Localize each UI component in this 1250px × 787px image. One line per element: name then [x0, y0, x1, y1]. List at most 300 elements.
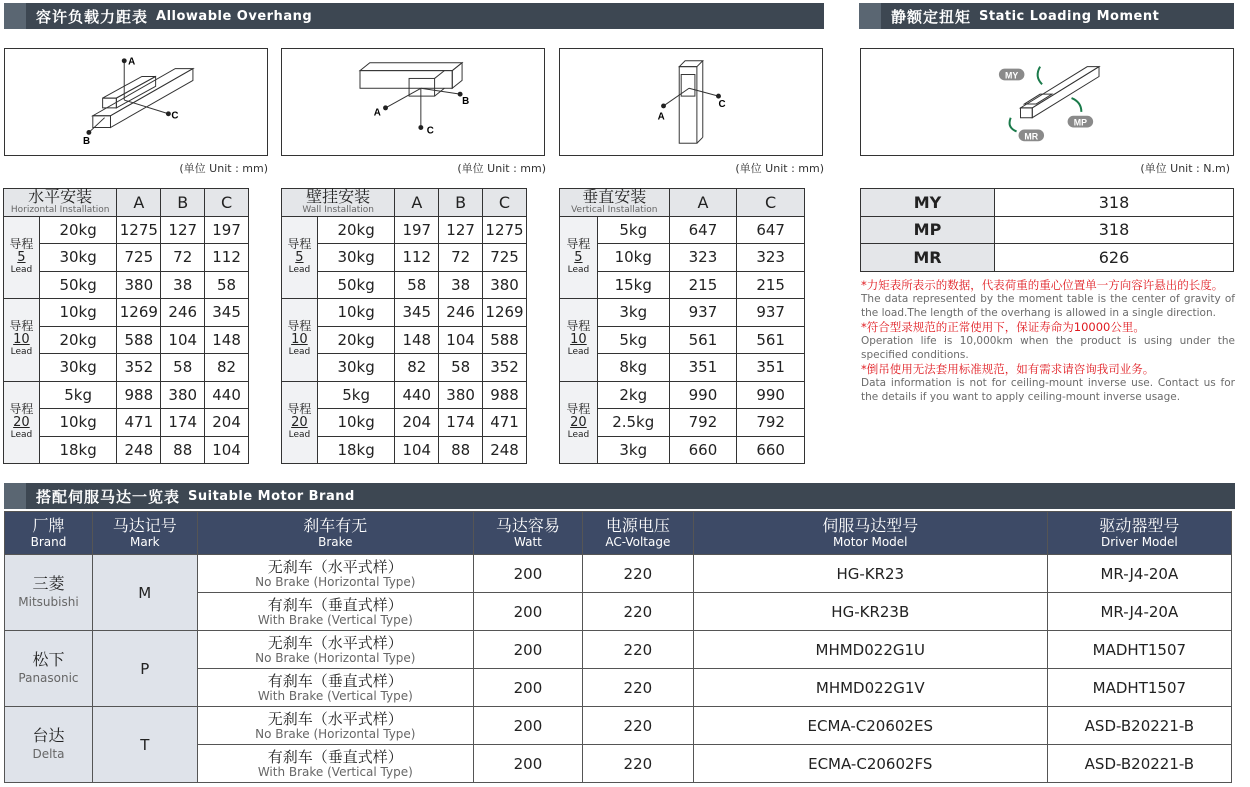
table-row — [4, 409, 249, 437]
vertical-installation-figure — [559, 48, 823, 156]
lead-value: 5 — [17, 249, 26, 265]
value-cell: 58 — [161, 354, 205, 382]
value-cell: 148 — [205, 326, 249, 354]
value-cell: 588 — [117, 326, 161, 354]
moment-title-cn: 静额定扭矩 — [891, 7, 972, 26]
value-cell: 588 — [483, 326, 527, 354]
header-accent — [4, 3, 26, 29]
value-cell: 197 — [395, 216, 439, 244]
header-cn: 厂牌 — [32, 515, 65, 535]
voltage-cell: 220 — [582, 745, 693, 783]
header-en: Mark — [129, 534, 160, 549]
load-cell: 18kg — [317, 436, 395, 464]
moment-label: MY — [861, 189, 995, 217]
brand-name-en: Delta — [32, 746, 65, 761]
value-cell: 148 — [395, 326, 439, 354]
table-row — [4, 436, 249, 464]
brand-cell — [5, 631, 93, 707]
lead-cell — [282, 216, 318, 299]
brake-en: No Brake (Horizontal Type) — [255, 574, 416, 589]
value-cell: 204 — [395, 409, 439, 437]
value-cell: 937 — [737, 299, 805, 327]
brake-en: No Brake (Horizontal Type) — [255, 726, 416, 741]
value-cell: 351 — [737, 354, 805, 382]
value-cell: 88 — [439, 436, 483, 464]
table-row — [4, 299, 249, 327]
fig-label-a: A — [128, 56, 136, 68]
lead-value: 5 — [295, 249, 304, 265]
installation-title-en: Horizontal Installation — [10, 205, 110, 216]
load-cell: 3kg — [597, 436, 669, 464]
motor-column-header — [5, 512, 93, 555]
load-cell: 8kg — [597, 354, 669, 382]
load-cell: 50kg — [39, 271, 117, 299]
motor-column-header — [197, 512, 473, 555]
value-cell: 561 — [669, 326, 737, 354]
header-accent — [4, 483, 26, 509]
brake-cn: 无刹车（水平式样） — [267, 557, 403, 576]
lead-value: 10 — [13, 332, 30, 348]
table-row — [282, 216, 527, 244]
note-en: The data represented by the moment table is the center of gravity of the load.The length of the overhang is allowed in a single direction. — [861, 293, 1235, 319]
table-row — [4, 216, 249, 244]
brake-cn: 无刹车（水平式样） — [267, 633, 403, 652]
value-cell: 990 — [669, 381, 737, 409]
motor-model-cell: MHMD022G1U — [693, 631, 1047, 669]
table-row — [282, 244, 527, 272]
value-cell: 345 — [395, 299, 439, 327]
motor-title-en: Suitable Motor Brand — [188, 488, 355, 504]
table-row — [560, 299, 805, 327]
lead-label-en: Lead — [288, 429, 311, 440]
table-row — [4, 381, 249, 409]
fig-label-a: A — [657, 111, 665, 123]
value-cell: 323 — [737, 244, 805, 272]
moment-value: 318 — [995, 189, 1234, 217]
lead-label-cn: 导程 — [9, 319, 34, 334]
value-cell: 351 — [669, 354, 737, 382]
value-cell: 246 — [439, 299, 483, 327]
load-cell: 30kg — [317, 244, 395, 272]
driver-model-cell: MR-J4-20A — [1047, 593, 1231, 631]
lead-value: 5 — [574, 249, 583, 265]
value-cell: 88 — [161, 436, 205, 464]
column-header: B — [439, 189, 483, 217]
value-cell: 988 — [483, 381, 527, 409]
lead-cell — [4, 216, 40, 299]
lead-label-en: Lead — [567, 429, 590, 440]
table-row — [282, 326, 527, 354]
value-cell: 990 — [737, 381, 805, 409]
lead-value: 20 — [291, 414, 308, 430]
voltage-cell: 220 — [582, 631, 693, 669]
brand-name-cn: 松下 — [32, 649, 65, 669]
notes — [861, 278, 1235, 404]
value-cell: 204 — [205, 409, 249, 437]
wall-installation-figure — [281, 48, 545, 156]
note-cn: *倒吊使用无法套用标准规范，如有需求请咨询我司业务。 — [861, 362, 1155, 376]
motor-column-header — [474, 512, 583, 555]
table-header-row — [560, 189, 805, 217]
load-cell: 3kg — [597, 299, 669, 327]
column-header: A — [117, 189, 161, 217]
header-en: Brake — [318, 534, 353, 549]
load-cell: 20kg — [317, 216, 395, 244]
value-cell: 38 — [161, 271, 205, 299]
lead-label-cn: 导程 — [566, 236, 591, 251]
value-cell: 345 — [205, 299, 249, 327]
lead-label-en: Lead — [567, 264, 590, 275]
fig-label-mp: MP — [1073, 117, 1087, 128]
lead-label-cn: 导程 — [287, 236, 312, 251]
lead-label-cn: 导程 — [566, 401, 591, 416]
value-cell: 58 — [395, 271, 439, 299]
fig-label-c: C — [171, 110, 179, 122]
load-cell: 15kg — [597, 271, 669, 299]
load-cell: 10kg — [317, 299, 395, 327]
load-cell: 5kg — [317, 381, 395, 409]
brake-cell — [197, 707, 473, 745]
brand-name-cn: 台达 — [32, 725, 65, 745]
column-header: B — [161, 189, 205, 217]
brand-cell — [5, 707, 93, 783]
voltage-cell: 220 — [582, 707, 693, 745]
value-cell: 127 — [161, 216, 205, 244]
brand-cell — [5, 555, 93, 631]
lead-label-en: Lead — [288, 264, 311, 275]
brake-en: With Brake (Vertical Type) — [257, 612, 413, 627]
motor-model-cell: MHMD022G1V — [693, 669, 1047, 707]
wall-installation-table — [281, 188, 527, 464]
driver-model-cell: MADHT1507 — [1047, 631, 1231, 669]
value-cell: 725 — [483, 244, 527, 272]
moment-figure — [860, 48, 1234, 156]
value-cell: 1275 — [483, 216, 527, 244]
value-cell: 725 — [117, 244, 161, 272]
value-cell: 112 — [395, 244, 439, 272]
installation-title-cell — [4, 189, 117, 217]
value-cell: 647 — [737, 216, 805, 244]
moment-title-en: Static Loading Moment — [979, 8, 1160, 24]
value-cell: 1275 — [117, 216, 161, 244]
value-cell: 38 — [439, 271, 483, 299]
note-cn: *力矩表所表示的数据，代表荷重的重心位置单一方向容许悬出的长度。 — [861, 278, 1224, 292]
value-cell: 248 — [117, 436, 161, 464]
motor-model-cell: ECMA-C20602FS — [693, 745, 1047, 783]
value-cell: 647 — [669, 216, 737, 244]
brake-cell — [197, 555, 473, 593]
value-cell: 660 — [737, 436, 805, 464]
value-cell: 215 — [737, 271, 805, 299]
mark-cell: P — [92, 631, 197, 707]
watt-cell: 200 — [474, 631, 583, 669]
value-cell: 1269 — [483, 299, 527, 327]
value-cell: 471 — [483, 409, 527, 437]
table-header-row — [4, 189, 249, 217]
motor-table — [4, 511, 1232, 783]
header-cn: 马达容易 — [495, 515, 560, 535]
installation-title-cell — [282, 189, 395, 217]
moment-row — [861, 216, 1234, 244]
value-cell: 248 — [483, 436, 527, 464]
value-cell: 440 — [395, 381, 439, 409]
driver-model-cell: ASD-B20221-B — [1047, 745, 1231, 783]
lead-label-cn: 导程 — [287, 401, 312, 416]
driver-model-cell: MADHT1507 — [1047, 669, 1231, 707]
value-cell: 323 — [669, 244, 737, 272]
value-cell: 246 — [161, 299, 205, 327]
load-cell: 20kg — [39, 216, 117, 244]
motor-column-header — [92, 512, 197, 555]
installation-title-cell — [560, 189, 670, 217]
mark-cell: T — [92, 707, 197, 783]
load-cell: 2kg — [597, 381, 669, 409]
watt-cell: 200 — [474, 669, 583, 707]
moment-section-header — [859, 3, 1234, 29]
lead-value: 20 — [570, 414, 587, 430]
motor-row — [5, 555, 1232, 593]
moment-row — [861, 244, 1234, 272]
table-row — [560, 381, 805, 409]
lead-label-en: Lead — [567, 347, 590, 358]
header-en: Watt — [514, 534, 542, 549]
lead-label-cn: 导程 — [9, 401, 34, 416]
value-cell: 197 — [205, 216, 249, 244]
watt-cell: 200 — [474, 555, 583, 593]
brake-cn: 有刹车（垂直式样） — [267, 671, 403, 690]
horizontal-diagram — [5, 49, 267, 155]
value-cell: 792 — [737, 409, 805, 437]
fig-label-c: C — [426, 125, 434, 137]
moment-label: MR — [861, 244, 995, 272]
lead-cell — [282, 299, 318, 382]
motor-title-cn: 搭配伺服马达一览表 — [36, 487, 181, 506]
value-cell: 174 — [161, 409, 205, 437]
moment-label: MP — [861, 216, 995, 244]
motor-column-header — [582, 512, 693, 555]
moment-value: 318 — [995, 216, 1234, 244]
load-cell: 10kg — [597, 244, 669, 272]
lead-cell — [560, 216, 598, 299]
installation-title-en: Vertical Installation — [571, 205, 658, 216]
value-cell: 380 — [439, 381, 483, 409]
voltage-cell: 220 — [582, 555, 693, 593]
load-cell: 50kg — [317, 271, 395, 299]
fig-label-mr: MR — [1024, 131, 1039, 142]
moment-table — [860, 188, 1234, 272]
driver-model-cell: ASD-B20221-B — [1047, 707, 1231, 745]
horizontal-installation-figure — [4, 48, 268, 156]
value-cell: 127 — [439, 216, 483, 244]
header-accent — [859, 3, 881, 29]
brake-en: With Brake (Vertical Type) — [257, 764, 413, 779]
watt-cell: 200 — [474, 593, 583, 631]
lead-cell — [282, 381, 318, 464]
motor-column-header — [693, 512, 1047, 555]
table-row — [4, 326, 249, 354]
moment-value: 626 — [995, 244, 1234, 272]
value-cell: 104 — [395, 436, 439, 464]
load-cell: 5kg — [39, 381, 117, 409]
value-cell: 380 — [161, 381, 205, 409]
value-cell: 72 — [161, 244, 205, 272]
motor-row — [5, 631, 1232, 669]
lead-label-en: Lead — [10, 429, 33, 440]
load-cell: 18kg — [39, 436, 117, 464]
value-cell: 58 — [439, 354, 483, 382]
table-row — [4, 244, 249, 272]
note-cn: *符合型录规范的正常使用下，保证寿命为10000公里。 — [861, 320, 1145, 334]
brake-cn: 无刹车（水平式样） — [267, 709, 403, 728]
value-cell: 561 — [737, 326, 805, 354]
note-en: Operation life is 10,000km when the product is using under the specified conditions. — [861, 335, 1235, 361]
installation-title-cn: 壁挂安装 — [306, 187, 371, 207]
mark-cell: M — [92, 555, 197, 631]
overhang-title-cn: 容许负载力距表 — [36, 7, 149, 26]
vertical-diagram — [560, 49, 822, 155]
load-cell: 10kg — [39, 299, 117, 327]
lead-label-cn: 导程 — [287, 319, 312, 334]
value-cell: 72 — [439, 244, 483, 272]
installation-title-cn: 垂直安装 — [582, 187, 647, 207]
watt-cell: 200 — [474, 745, 583, 783]
voltage-cell: 220 — [582, 593, 693, 631]
value-cell: 352 — [483, 354, 527, 382]
moment-unit: (单位 Unit : N.m) — [1140, 162, 1230, 175]
value-cell: 792 — [669, 409, 737, 437]
voltage-cell: 220 — [582, 669, 693, 707]
brand-name-en: Panasonic — [18, 670, 79, 685]
fig-label-b: B — [462, 95, 470, 107]
load-cell: 2.5kg — [597, 409, 669, 437]
lead-cell — [560, 381, 598, 464]
load-cell: 20kg — [39, 326, 117, 354]
value-cell: 471 — [117, 409, 161, 437]
header-en: Motor Model — [833, 534, 908, 549]
load-cell: 5kg — [597, 216, 669, 244]
lead-label-en: Lead — [10, 347, 33, 358]
header-cn: 伺服马达型号 — [822, 515, 919, 535]
value-cell: 104 — [205, 436, 249, 464]
value-cell: 352 — [117, 354, 161, 382]
brand-name-en: Mitsubishi — [18, 594, 79, 609]
fig-label-b: B — [83, 136, 91, 148]
note-en: Data information is not for ceiling-mount inverse use. Contact us for the details if you want to apply ceiling-mount inverse usage. — [861, 377, 1235, 403]
value-cell: 174 — [439, 409, 483, 437]
lead-label-cn: 导程 — [9, 236, 34, 251]
header-en: AC-Voltage — [605, 534, 671, 549]
value-cell: 82 — [205, 354, 249, 382]
lead-value: 10 — [570, 332, 587, 348]
load-cell: 10kg — [39, 409, 117, 437]
motor-header-row — [5, 512, 1232, 555]
brake-en: No Brake (Horizontal Type) — [255, 650, 416, 665]
overhang-title-en: Allowable Overhang — [156, 8, 313, 24]
value-cell: 82 — [395, 354, 439, 382]
motor-model-cell: HG-KR23B — [693, 593, 1047, 631]
vertical-installation-table — [559, 188, 805, 464]
lead-label-cn: 导程 — [566, 319, 591, 334]
overhang-unit-3: (单位 Unit : mm) — [735, 162, 824, 175]
column-header: A — [395, 189, 439, 217]
installation-title-cn: 水平安装 — [28, 187, 93, 207]
value-cell: 380 — [483, 271, 527, 299]
column-header: A — [669, 189, 737, 217]
header-cn: 刹车有无 — [303, 515, 368, 535]
table-row — [4, 354, 249, 382]
moment-row — [861, 189, 1234, 217]
header-cn: 驱动器型号 — [1099, 515, 1180, 535]
table-row — [282, 271, 527, 299]
value-cell: 380 — [117, 271, 161, 299]
brake-en: With Brake (Vertical Type) — [257, 688, 413, 703]
load-cell: 30kg — [39, 244, 117, 272]
horizontal-installation-table — [3, 188, 249, 464]
value-cell: 215 — [669, 271, 737, 299]
overhang-unit-1: (单位 Unit : mm) — [179, 162, 268, 175]
overhang-unit-2: (单位 Unit : mm) — [457, 162, 546, 175]
load-cell: 20kg — [317, 326, 395, 354]
table-row — [282, 299, 527, 327]
fig-label-my: MY — [1005, 70, 1019, 81]
table-row — [560, 216, 805, 244]
value-cell: 104 — [439, 326, 483, 354]
lead-label-en: Lead — [288, 347, 311, 358]
fig-label-a: A — [373, 107, 381, 119]
brake-cell — [197, 669, 473, 707]
driver-model-cell: MR-J4-20A — [1047, 555, 1231, 593]
table-row — [282, 436, 527, 464]
lead-cell — [4, 381, 40, 464]
moment-diagram — [861, 49, 1233, 155]
table-row — [282, 354, 527, 382]
column-header: C — [205, 189, 249, 217]
load-cell: 10kg — [317, 409, 395, 437]
table-row — [4, 271, 249, 299]
lead-value: 20 — [13, 414, 30, 430]
lead-value: 10 — [291, 332, 308, 348]
brake-cn: 有刹车（垂直式样） — [267, 595, 403, 614]
value-cell: 937 — [669, 299, 737, 327]
motor-model-cell: HG-KR23 — [693, 555, 1047, 593]
value-cell: 58 — [205, 271, 249, 299]
load-cell: 30kg — [39, 354, 117, 382]
brake-cell — [197, 631, 473, 669]
value-cell: 660 — [669, 436, 737, 464]
load-cell: 30kg — [317, 354, 395, 382]
value-cell: 104 — [161, 326, 205, 354]
brake-cell — [197, 593, 473, 631]
header-cn: 电源电压 — [605, 515, 670, 535]
table-row — [282, 409, 527, 437]
brake-cn: 有刹车（垂直式样） — [267, 747, 403, 766]
value-cell: 112 — [205, 244, 249, 272]
column-header: C — [737, 189, 805, 217]
motor-model-cell: ECMA-C20602ES — [693, 707, 1047, 745]
watt-cell: 200 — [474, 707, 583, 745]
lead-label-en: Lead — [10, 264, 33, 275]
load-cell: 5kg — [597, 326, 669, 354]
column-header: C — [483, 189, 527, 217]
lead-cell — [4, 299, 40, 382]
brake-cell — [197, 745, 473, 783]
wall-diagram — [282, 49, 544, 155]
value-cell: 1269 — [117, 299, 161, 327]
table-row — [282, 381, 527, 409]
motor-row — [5, 707, 1232, 745]
motor-column-header — [1047, 512, 1231, 555]
installation-title-en: Wall Installation — [302, 205, 374, 216]
